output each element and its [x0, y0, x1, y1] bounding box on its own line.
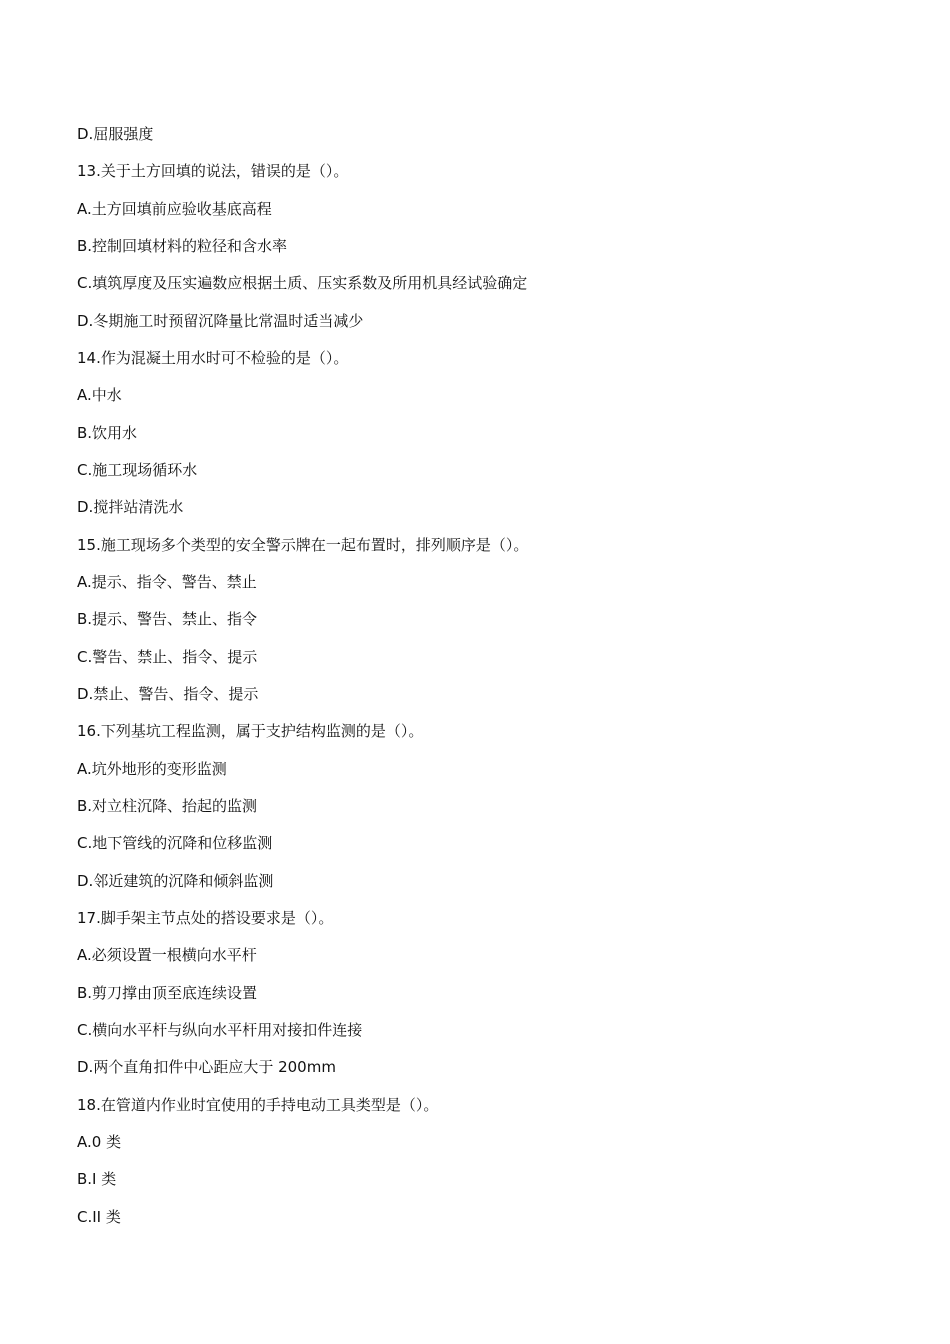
option-line: D.两个直角扣件中心距应大于 200mm: [77, 1058, 336, 1076]
option-line: B.饮用水: [77, 424, 138, 442]
option-line: D.邻近建筑的沉降和倾斜监测: [77, 872, 274, 890]
option-line: B.剪刀撑由顶至底连续设置: [77, 984, 258, 1002]
option-line: C.II 类: [77, 1208, 121, 1226]
option-line: A.必须设置一根横向水平杆: [77, 946, 257, 964]
option-line: B.提示、警告、禁止、指令: [77, 610, 258, 628]
option-line: A.0 类: [77, 1133, 122, 1151]
option-line: B.I 类: [77, 1170, 117, 1188]
question-line: 18.在管道内作业时宜使用的手持电动工具类型是（）。: [77, 1096, 439, 1114]
option-line: D.禁止、警告、指令、提示: [77, 685, 259, 703]
option-line: D.冬期施工时预留沉降量比常温时适当减少: [77, 312, 364, 330]
option-line: A.土方回填前应验收基底高程: [77, 200, 272, 218]
option-line: C.横向水平杆与纵向水平杆用对接扣件连接: [77, 1021, 363, 1039]
question-line: 16.下列基坑工程监测，属于支护结构监测的是（）。: [77, 722, 424, 740]
option-line: C.警告、禁止、指令、提示: [77, 648, 258, 666]
question-line: 17.脚手架主节点处的搭设要求是（）。: [77, 909, 334, 927]
option-line: B.控制回填材料的粒径和含水率: [77, 237, 288, 255]
option-line: A.中水: [77, 386, 122, 404]
option-line: D.搅拌站清洗水: [77, 498, 184, 516]
option-line: C.填筑厚度及压实遍数应根据土质、压实系数及所用机具经试验确定: [77, 274, 528, 292]
option-line: D.屈服强度: [77, 125, 154, 143]
option-line: A.提示、指令、警告、禁止: [77, 573, 257, 591]
question-line: 14.作为混凝土用水时可不检验的是（）。: [77, 349, 349, 367]
question-line: 15.施工现场多个类型的安全警示牌在一起布置时，排列顺序是（）。: [77, 536, 529, 554]
option-line: C.地下管线的沉降和位移监测: [77, 834, 273, 852]
option-line: A.坑外地形的变形监测: [77, 760, 227, 778]
option-line: C.施工现场循环水: [77, 461, 198, 479]
option-line: B.对立柱沉降、抬起的监测: [77, 797, 258, 815]
question-line: 13.关于土方回填的说法，错误的是（）。: [77, 162, 349, 180]
